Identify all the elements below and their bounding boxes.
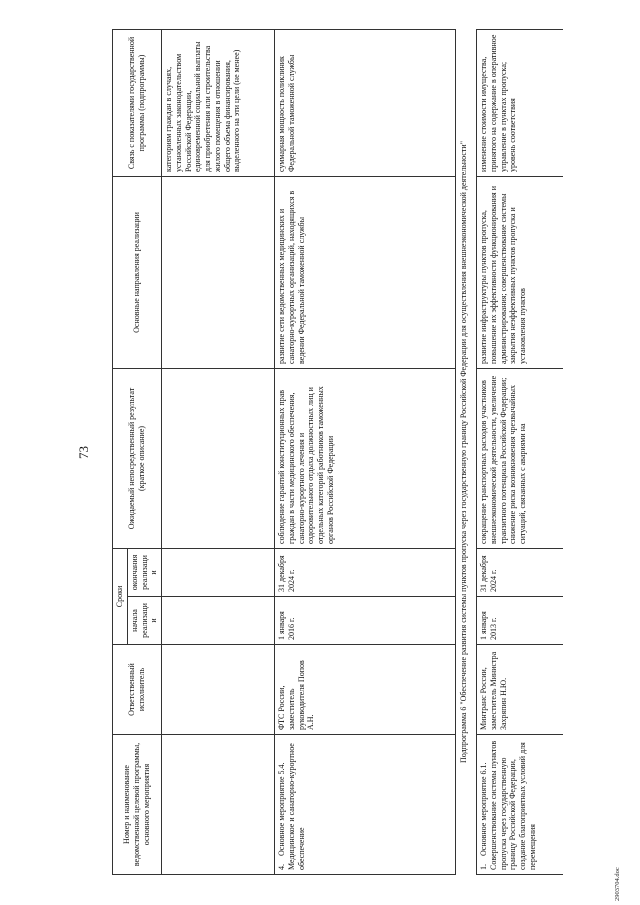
header-link: Связь с показателями государственной программы (подпрограммы) <box>113 29 162 176</box>
cell-end: 31 декабря 2024 г. <box>477 548 564 596</box>
cell-empty <box>162 597 275 645</box>
table-row-4 <box>275 29 456 874</box>
activity-name: Основное мероприятие 6.1. Совершенствование системы пунктов пропуска через государственную границу Российской Федерации, создание благоприятных условий для перемещения <box>479 740 537 870</box>
cell-directions: развитие инфраструктуры пунктов пропуска, повышение их эффективности функционирования и администрирования; совершенствование системы закрытия неэффективных пунктов пропуска и установления пунктов <box>477 176 564 368</box>
table-row-continuation <box>162 29 275 874</box>
header-name: Номер и наименование ведомственной целевой программы, основного мероприятия <box>113 735 162 875</box>
cell-empty <box>162 735 275 875</box>
row-number: 4. <box>277 864 286 870</box>
cell-result: соблюдение гарантий конституционных прав граждан в части медицинского обеспечения, санаторно-курортного лечения и оздоровительного отдыха должностных лиц и отдельных категорий работников таможенных органов Российской Федерации <box>275 368 456 548</box>
subprogram-title: Подпрограмма 6 "Обеспечение развития системы пунктов пропуска через государственную границу Российской Федерации для осуществления внешнеэкономической деятельности" <box>456 29 477 874</box>
cell-empty <box>162 645 275 735</box>
page-number: 73 <box>76 446 91 459</box>
cell-directions: развитие сети ведомственных медицинских и санаторно-курортных организаций, находящихся в ведении Федеральной таможенной службы <box>275 176 456 368</box>
cell-start: 1 января 2013 г. <box>477 597 564 645</box>
cell-executor: ФТС России, заместитель руководителя Попов А.Н. <box>275 645 456 735</box>
cell-name <box>275 735 456 875</box>
cell-start: 1 января 2016 г. <box>275 597 456 645</box>
cell-end: 31 декабря 2024 г. <box>275 548 456 596</box>
header-executor: Ответственный исполнитель <box>113 645 162 735</box>
footer-code: 2903704.doc <box>614 867 621 901</box>
header-start: начала реализации <box>127 597 161 645</box>
cell-empty <box>162 176 275 368</box>
cell-link: изменение стоимости имущества, принятого на содержание в оперативное управление в пунктах пропуска; уровень соответствия <box>477 29 564 176</box>
cell-link: категориям граждан в случаях, установленных законодательством Российской Федерации, единовременной социальной выплаты для приобретения или строительства жилого помещения в отношении общего объема финансирования, выделенного на эти цели (не менее) <box>162 29 275 176</box>
cell-empty <box>162 368 275 548</box>
header-row <box>113 29 128 874</box>
cell-executor: Минтранс России, заместитель Министра Захряпин Н.Ю. <box>477 645 564 735</box>
subprogram-row <box>456 29 477 874</box>
cell-link: суммарная мощность поликлиник Федеральной таможенной службы <box>275 29 456 176</box>
program-table <box>112 29 563 875</box>
header-end: окончания реализации <box>127 548 161 596</box>
header-directions: Основные направления реализации <box>113 176 162 368</box>
table-row-1 <box>477 29 564 874</box>
activity-name: Основное мероприятие 5.4. Медицинское и санаторно-курортное обеспечение <box>277 743 306 870</box>
cell-empty <box>162 548 275 596</box>
cell-result: сокращение транспортных расходов участников внешнеэкономической деятельности, увеличение транзитного потенциала Российской Федерации; снижение риска возникновения чрезвычайных ситуаций, связанных с авариями на <box>477 368 564 548</box>
row-number: 1. <box>479 864 488 870</box>
header-result: Ожидаемый непосредственный результат (краткое описание) <box>113 368 162 548</box>
cell-name <box>477 735 564 875</box>
header-terms: Сроки <box>113 548 128 644</box>
